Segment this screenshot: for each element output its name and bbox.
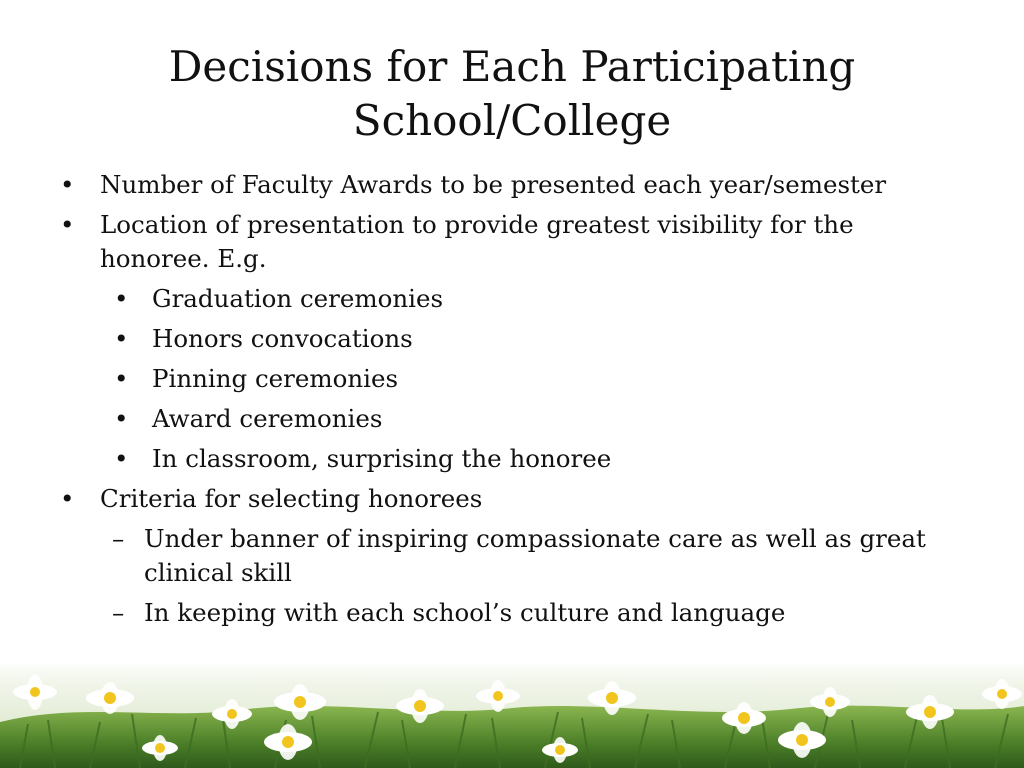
list-item bbox=[60, 482, 960, 516]
daisy-meadow-image bbox=[0, 662, 1024, 768]
list-item-text: Criteria for selecting honorees bbox=[100, 484, 483, 513]
list-item-text: Graduation ceremonies bbox=[152, 284, 444, 313]
list-item-text: In classroom, surprising the honoree bbox=[152, 444, 612, 473]
bullet-marker: • bbox=[114, 324, 129, 353]
sub-list-item bbox=[60, 322, 960, 356]
list-item-text: In keeping with each school’s culture and language bbox=[144, 598, 786, 627]
dash-marker: – bbox=[112, 598, 125, 627]
dash-marker: – bbox=[112, 524, 125, 553]
list-item-text: Under banner of inspiring compassionate care as well as great clinical skill bbox=[144, 524, 926, 587]
sub-list-item bbox=[60, 596, 960, 630]
sub-list-item bbox=[60, 362, 960, 396]
list-item bbox=[60, 208, 960, 276]
bullet-marker: • bbox=[114, 364, 129, 393]
bullet-marker: • bbox=[60, 170, 75, 199]
title-line-2: School/College bbox=[352, 96, 672, 145]
sub-list-item bbox=[60, 442, 960, 476]
slide-title bbox=[0, 40, 1024, 148]
sub-list-item bbox=[60, 522, 960, 590]
list-item-text: Pinning ceremonies bbox=[152, 364, 399, 393]
list-item-text: Location of presentation to provide greatest visibility for the honoree. E.g. bbox=[100, 210, 854, 273]
bullet-marker: • bbox=[114, 444, 129, 473]
bullet-marker: • bbox=[60, 210, 75, 239]
bullet-marker: • bbox=[114, 284, 129, 313]
list-item-text: Honors convocations bbox=[152, 324, 413, 353]
title-line-1: Decisions for Each Participating bbox=[168, 42, 856, 91]
content-list bbox=[60, 168, 960, 636]
sub-list-item bbox=[60, 282, 960, 316]
list-item-text: Number of Faculty Awards to be presented each year/semester bbox=[100, 170, 887, 199]
bullet-marker: • bbox=[60, 484, 75, 513]
bullet-marker: • bbox=[114, 404, 129, 433]
list-item-text: Award ceremonies bbox=[152, 404, 383, 433]
sub-list-item bbox=[60, 402, 960, 436]
list-item bbox=[60, 168, 960, 202]
grass-bed bbox=[0, 706, 1024, 768]
